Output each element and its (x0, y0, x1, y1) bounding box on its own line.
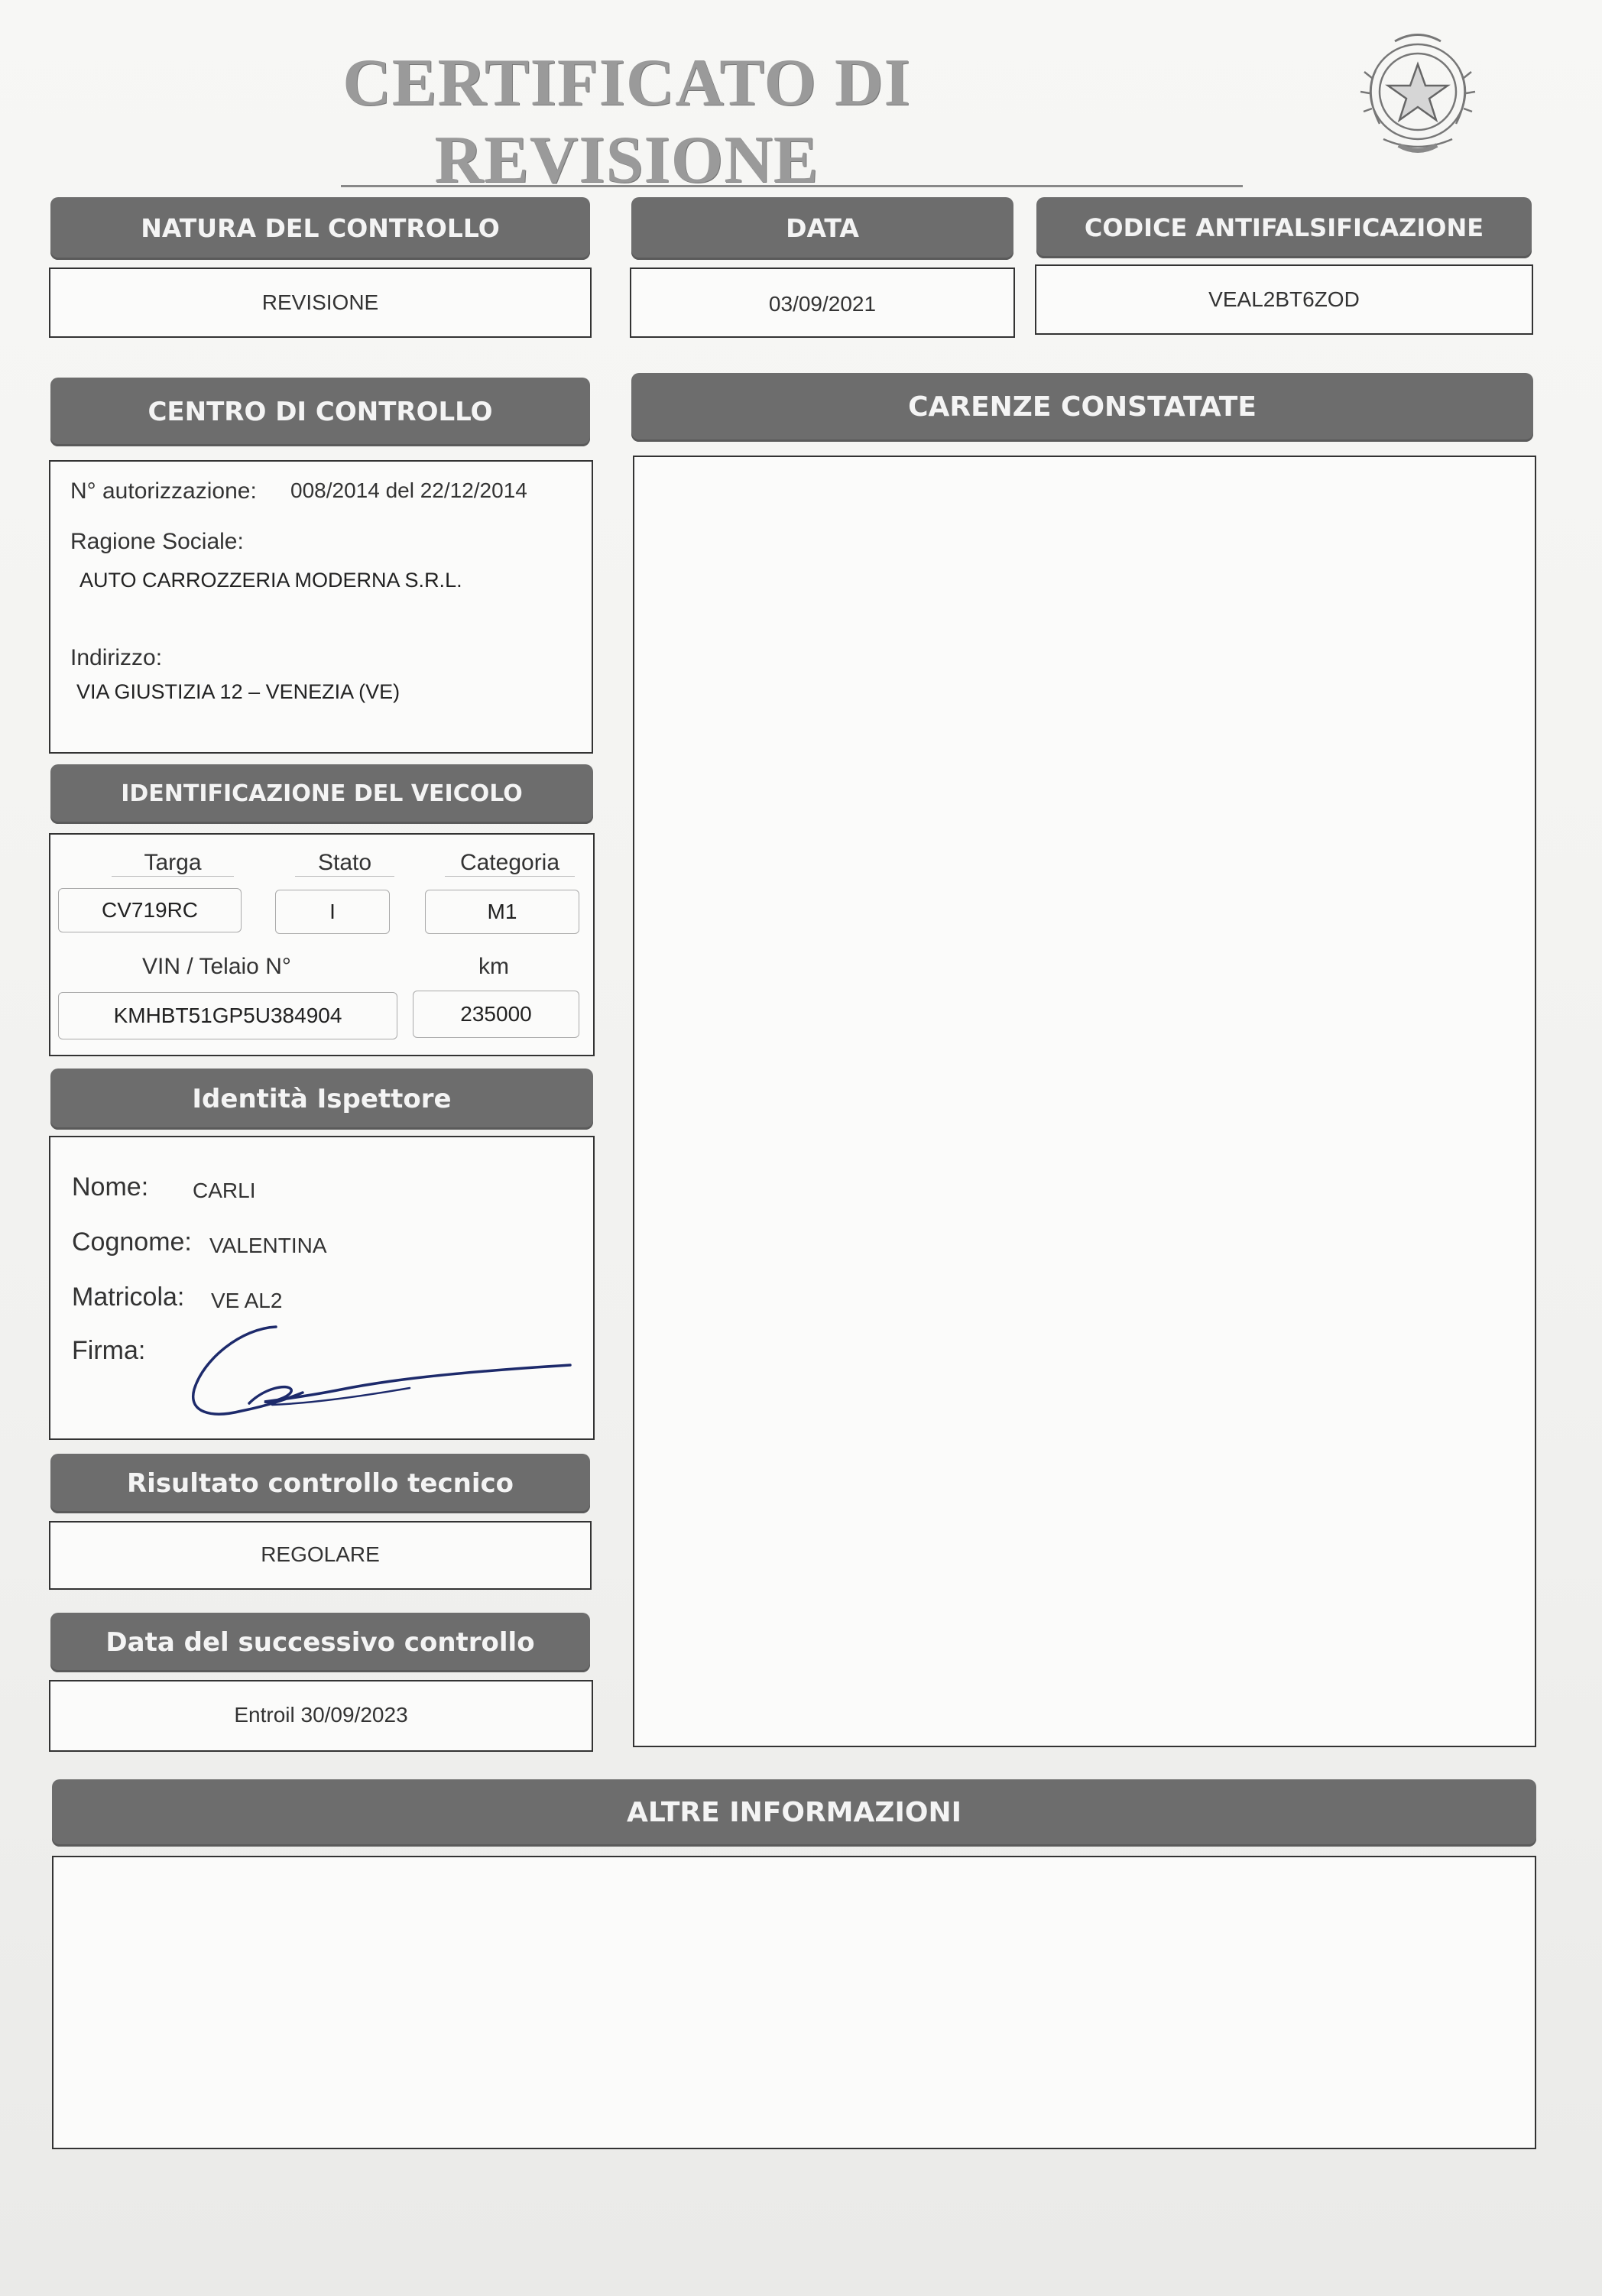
cognome-value: VALENTINA (209, 1234, 327, 1257)
matricola-label: Matricola: (72, 1283, 185, 1312)
centro-controllo-header: CENTRO DI CONTROLLO (50, 378, 590, 446)
risultato-controllo-box (49, 1521, 592, 1590)
km-value: 235000 (413, 991, 579, 1038)
data-field (630, 268, 1015, 338)
firma-label: Firma: (72, 1336, 146, 1365)
document-title: CERTIFICATO DI REVISIONE (342, 46, 911, 197)
data-header: DATA (631, 197, 1013, 260)
categoria-label: Categoria (445, 850, 575, 877)
inspector-signature-icon (157, 1313, 585, 1435)
natura-controllo-value: REVISIONE (261, 290, 379, 314)
successivo-controllo-box (49, 1680, 593, 1752)
vin-label: VIN / Telaio N° (142, 954, 291, 979)
natura-controllo-field (49, 268, 592, 338)
matricola-value: VE AL2 (211, 1289, 283, 1312)
autorizzazione-value: 008/2014 del 22/12/2014 (290, 478, 527, 502)
italian-republic-emblem-icon (1353, 24, 1483, 162)
title-divider (341, 185, 1243, 187)
altre-informazioni-header: ALTRE INFORMAZIONI (52, 1779, 1536, 1847)
nome-value: CARLI (193, 1179, 256, 1202)
risultato-controllo-value: REGOLARE (261, 1542, 380, 1566)
stato-value: I (275, 890, 390, 934)
indirizzo-value: VIA GIUSTIZIA 12 – VENEZIA (VE) (76, 680, 400, 703)
autorizzazione-label: N° autorizzazione: (70, 478, 257, 504)
categoria-value: M1 (425, 890, 579, 934)
natura-controllo-header: NATURA DEL CONTROLLO (50, 197, 590, 260)
stato-label: Stato (295, 850, 394, 877)
codice-antifalsificazione-value: VEAL2BT6ZOD (1208, 287, 1360, 311)
targa-label: Targa (112, 850, 234, 877)
nome-label: Nome: (72, 1172, 149, 1202)
centro-controllo-box (49, 460, 593, 754)
carenze-constatate-box (633, 456, 1536, 1747)
successivo-controllo-header: Data del successivo controllo (50, 1613, 590, 1672)
altre-informazioni-box (52, 1856, 1536, 2149)
codice-antifalsificazione-header: CODICE ANTIFALSIFICAZIONE (1036, 197, 1532, 258)
ragione-sociale-label: Ragione Sociale: (70, 529, 244, 554)
identificazione-veicolo-box (49, 833, 595, 1056)
ragione-sociale-value: AUTO CARROZZERIA MODERNA S.R.L. (79, 569, 462, 592)
risultato-controllo-header: Risultato controllo tecnico (50, 1454, 590, 1513)
vin-value: KMHBT51GP5U384904 (58, 992, 397, 1039)
targa-value: CV719RC (58, 888, 242, 932)
carenze-constatate-header: CARENZE CONSTATATE (631, 373, 1533, 442)
data-value: 03/09/2021 (768, 292, 877, 316)
indirizzo-label: Indirizzo: (70, 645, 163, 670)
cognome-label: Cognome: (72, 1227, 192, 1257)
successivo-controllo-value: Entroil 30/09/2023 (234, 1703, 408, 1727)
km-label: km (478, 954, 509, 979)
codice-antifalsificazione-field (1035, 264, 1533, 335)
identita-ispettore-box (49, 1136, 595, 1440)
identificazione-veicolo-header: IDENTIFICAZIONE DEL VEICOLO (50, 764, 593, 824)
identita-ispettore-header: Identità Ispettore (50, 1069, 593, 1130)
